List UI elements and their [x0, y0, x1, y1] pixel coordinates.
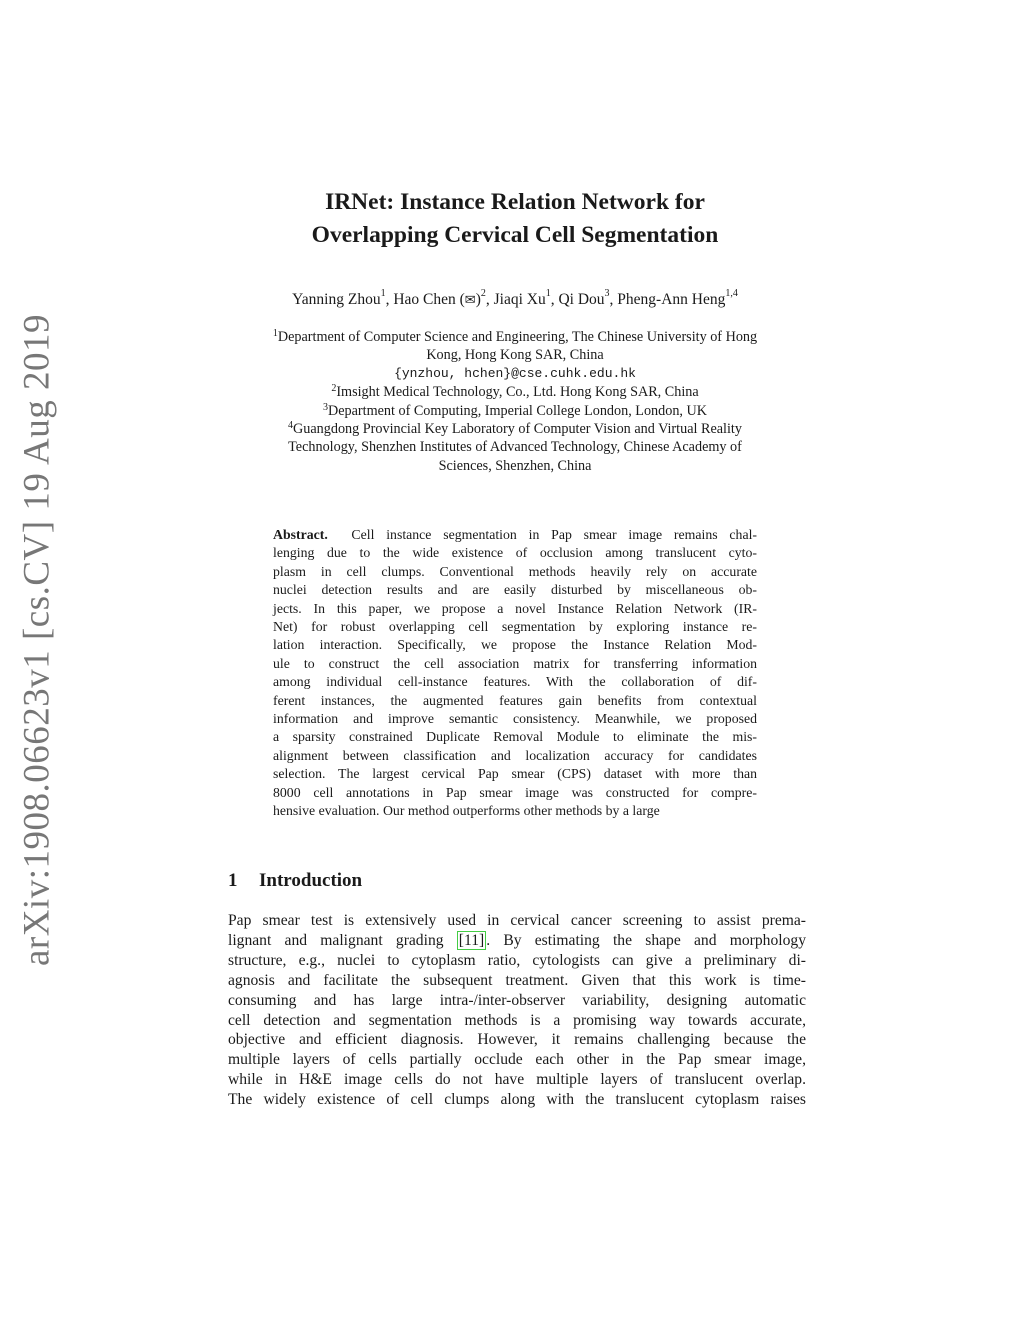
abstract-line: Net) for robust overlapping cell segmentation by exploring instance re- [273, 619, 757, 635]
abstract-line [273, 526, 757, 544]
affiliation-line [215, 383, 815, 401]
body-text: . By estimating the shape and morphology [486, 931, 806, 949]
body-line: multiple layers of cells partially occlude each other in the Pap smear image, [228, 1051, 806, 1069]
body-line: Pap smear test is extensively used in cervical cancer screening to assist prema- [228, 912, 806, 929]
affiliation-line: Kong, Hong Kong SAR, China [426, 347, 604, 364]
author-affiliation-mark: 3 [604, 288, 610, 299]
abstract-line: ule to construct the cell association matrix for transferring information [273, 655, 757, 671]
abstract-line: jects. In this paper, we propose a novel Instance Relation Network (IR- [273, 600, 757, 616]
author-name: , Hao Chen ( [385, 291, 465, 308]
abstract-line: hensive evaluation. Our method outperforms other methods by a large [273, 803, 660, 819]
introduction-body [228, 911, 806, 1110]
abstract-label: Abstract. [273, 527, 328, 542]
affiliation-text: Department of Computing, Imperial College London, London, UK [327, 402, 708, 419]
abstract [273, 526, 757, 821]
affiliation-mark: 2 [331, 383, 337, 395]
title-line: IRNet: Instance Relation Network for [325, 189, 705, 215]
contact-email: {ynzhou, hchen}@cse.cuhk.edu.hk [394, 365, 636, 381]
arxiv-identifier: arXiv:1908.06623v1 [cs.CV] 19 Aug 2019 [16, 313, 58, 967]
affiliation-text: Imsight Medical Technology, Co., Ltd. Hong Kong SAR, China [336, 384, 699, 401]
affiliations [215, 328, 815, 475]
body-line: consuming and has large intra-/inter-observer variability, designing automatic [228, 991, 806, 1009]
abstract-line: a sparsity constrained Duplicate Removal Module to eliminate the mis- [273, 729, 757, 745]
abstract-line: lenging due to the wide existence of occlusion among translucent cyto- [273, 545, 757, 561]
body-line: structure, e.g., nuclei to cytoplasm ratio, cytologists can give a preliminary di- [228, 951, 806, 969]
author-affiliation-mark: 2 [480, 288, 486, 299]
author-affiliation-mark: 1 [380, 288, 386, 299]
paper-title [200, 186, 830, 252]
affiliation-line: Sciences, Shenzhen, China [438, 457, 592, 474]
body-line: The widely existence of cell clumps along with the translucent cytoplasm raises [228, 1091, 806, 1109]
section-heading [228, 870, 362, 892]
author-list [200, 288, 830, 309]
author-name: , Qi Dou [550, 291, 605, 308]
affiliation-text: Department of Computer Science and Engineering, The Chinese University of Hong [277, 329, 758, 345]
author-name: , Pheng-Ann Heng [609, 291, 726, 308]
section-title: Introduction [259, 870, 363, 891]
title-line: Overlapping Cervical Cell Segmentation [311, 222, 719, 248]
citation-link[interactable]: [11] [458, 931, 485, 949]
section-number: 1 [228, 870, 238, 891]
abstract-line: lation interaction. Specifically, we propose the Instance Relation Mod- [273, 637, 757, 653]
body-line [228, 931, 806, 951]
author-affiliation-mark: 1,4 [725, 288, 738, 299]
abstract-line: among individual cell-instance features. With the collaboration of dif- [273, 674, 757, 690]
affiliation-line: Technology, Shenzhen Institutes of Advanced Technology, Chinese Academy of [288, 439, 742, 456]
affiliation-line [215, 402, 815, 420]
abstract-line: nuclei detection results and are easily disturbed by miscellaneous ob- [273, 582, 757, 598]
body-line: while in H&E image cells do not have multiple layers of translucent overlap. [228, 1071, 806, 1089]
abstract-line: information and improve semantic consistency. Meanwhile, we proposed [273, 711, 757, 727]
abstract-line: selection. The largest cervical Pap smear (CPS) dataset with more than [273, 766, 757, 782]
abstract-line: 8000 cell annotations in Pap smear image was constructed for compre- [273, 784, 757, 800]
affiliation-line [215, 328, 815, 346]
body-line: objective and efficient diagnosis. However, it remains challenging because the [228, 1031, 806, 1049]
author-affiliation-mark: 1 [545, 288, 551, 299]
affiliation-text: Guangdong Provincial Key Laboratory of Computer Vision and Virtual Reality [293, 421, 742, 438]
arxiv-side-stamp [12, 313, 62, 967]
abstract-line: ferent instances, the augmented features gain benefits from contextual [273, 692, 757, 708]
abstract-line: plasm in cell clumps. Conventional methods heavily rely on accurate [273, 563, 757, 579]
affiliation-mark: 4 [288, 420, 294, 432]
body-line: agnosis and facilitate the subsequent treatment. Given that this work is time- [228, 971, 806, 989]
author-name: , Jiaqi Xu [485, 291, 546, 308]
body-line: cell detection and segmentation methods is a promising way towards accurate, [228, 1011, 806, 1029]
affiliation-line [215, 420, 815, 438]
abstract-text: Cell instance segmentation in Pap smear image remains chal- [351, 527, 757, 542]
author-name: Yanning Zhou [292, 291, 381, 308]
author-paren: ) [475, 291, 481, 308]
body-text: lignant and malignant grading [228, 931, 457, 949]
envelope-icon: ✉ [464, 293, 476, 308]
affiliation-mark: 1 [272, 328, 278, 339]
affiliation-mark: 3 [322, 401, 328, 413]
abstract-line: alignment between classification and localization accuracy for candidates [273, 747, 757, 763]
